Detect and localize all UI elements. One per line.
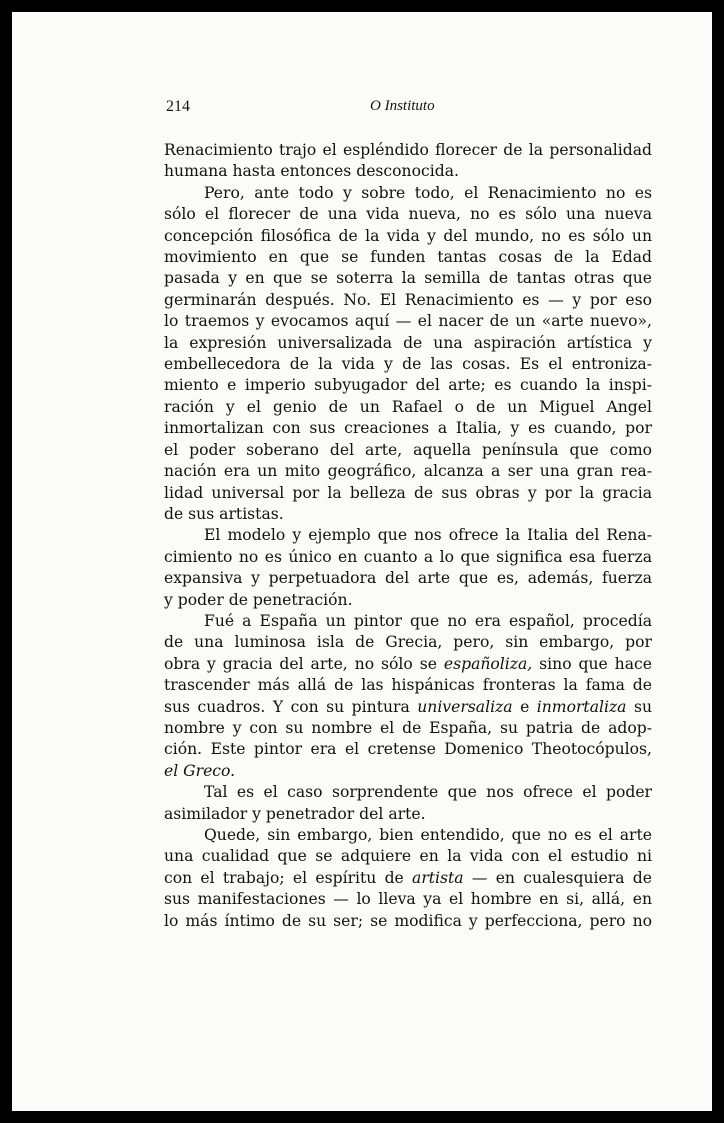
running-title: O Instituto: [370, 98, 435, 114]
paragraph-6: [164, 825, 652, 932]
text-line: la expresión universalizada de una aspiración artística y: [164, 333, 652, 352]
text-segment: e: [520, 697, 530, 716]
text-line-mixed: [164, 697, 652, 718]
text-line: y poder de penetración.: [164, 590, 353, 609]
page-number: 214: [166, 98, 190, 115]
text-line: lidad universal por la belleza de sus obras y por la gracia: [164, 483, 652, 502]
text-line: expansiva y perpetuadora del arte que es, además, fuerza: [164, 569, 652, 588]
paragraph-1: [164, 140, 652, 183]
text-line: lo traemos y evocamos aquí — el nacer de un «arte nuevo»,: [164, 312, 652, 331]
text-segment: su: [633, 697, 652, 716]
text-line: trascender más allá de las hispánicas fronteras la fama de: [164, 676, 652, 695]
text-segment: con el trabajo; el espíritu de: [164, 868, 404, 887]
text-line: humana hasta entonces desconocida.: [164, 162, 459, 181]
text-line: de una luminosa isla de Grecia, pero, sin embargo, por: [164, 633, 652, 652]
text-line: Quede, sin embargo, bien entendido, que no es el arte: [204, 826, 652, 844]
italic-line: el Greco.: [164, 761, 236, 780]
text-line: sólo el florecer de una vida nueva, no es sólo una nueva: [164, 205, 652, 224]
page-header: [166, 98, 650, 122]
text-line-mixed: [164, 654, 652, 675]
text-line: de sus artistas.: [164, 504, 284, 523]
text-line-mixed: [164, 868, 652, 889]
text-line: ración y el genio de un Rafael o de un Miguel Angel: [164, 397, 652, 416]
text-line: germinarán después. No. El Renacimiento es — y por eso: [164, 290, 652, 309]
text-line: el poder soberano del arte, aquella península que como: [164, 440, 652, 459]
text-line: sus manifestaciones — lo lleva ya el hombre en si, allá, en: [164, 890, 652, 909]
text-line: Fué a España un pintor que no era español, procedía: [204, 611, 652, 630]
text-line: nación era un mito geográfico, alcanza a ser una gran rea-: [164, 462, 652, 481]
text-line: ción. Este pintor era el cretense Domenico Theotocópulos,: [164, 740, 652, 759]
text-line: miento e imperio subyugador del arte; es cuando la inspi-: [164, 376, 652, 395]
text-line: Pero, ante todo y sobre todo, el Renacimiento no es: [204, 183, 652, 202]
text-line: El modelo y ejemplo que nos ofrece la Italia del Rena-: [204, 526, 652, 545]
italic-word: artista: [412, 868, 464, 887]
text-line: Tal es el caso sorprendente que nos ofrece el poder: [204, 783, 652, 802]
italic-word: universaliza: [417, 697, 513, 716]
text-line: asimilador y penetrador del arte.: [164, 804, 426, 823]
body-text: [164, 140, 652, 932]
text-line: Renacimiento trajo el espléndido florecer de la personalidad: [164, 141, 652, 159]
text-line: nombre y con su nombre el de España, su patria de adop-: [164, 718, 652, 737]
italic-word: inmortaliza: [536, 697, 627, 716]
italic-word: españoliza,: [443, 654, 533, 673]
text-line: lo más íntimo de su ser; se modifica y perfecciona, pero no: [164, 911, 652, 930]
scanned-page: [12, 12, 712, 1111]
text-segment: — en cualesquiera de: [471, 868, 652, 887]
text-line: inmortalizan con sus creaciones a Italia, y es cuando, por: [164, 419, 652, 438]
text-segment: obra y gracia del arte, no sólo se: [164, 654, 437, 673]
text-line: pasada y en que se soterra la semilla de tantas otras que: [164, 269, 652, 288]
paragraph-3: [164, 525, 652, 611]
text-line: una cualidad que se adquiere en la vida con el estudio ni: [164, 847, 652, 866]
text-segment: sus cuadros. Y con su pintura: [164, 697, 410, 716]
text-line: embellecedora de la vida y de las cosas. Es el entroniza-: [164, 355, 652, 374]
paragraph-5: [164, 782, 652, 825]
paragraph-2: [164, 183, 652, 526]
text-line: concepción filosófica de la vida y del mundo, no es sólo un: [164, 226, 652, 245]
text-segment: sino que hace: [539, 654, 652, 673]
paragraph-4: [164, 611, 652, 782]
text-line: cimiento no es único en cuanto a lo que significa esa fuerza: [164, 547, 652, 566]
text-line: movimiento en que se funden tantas cosas de la Edad: [164, 248, 652, 267]
